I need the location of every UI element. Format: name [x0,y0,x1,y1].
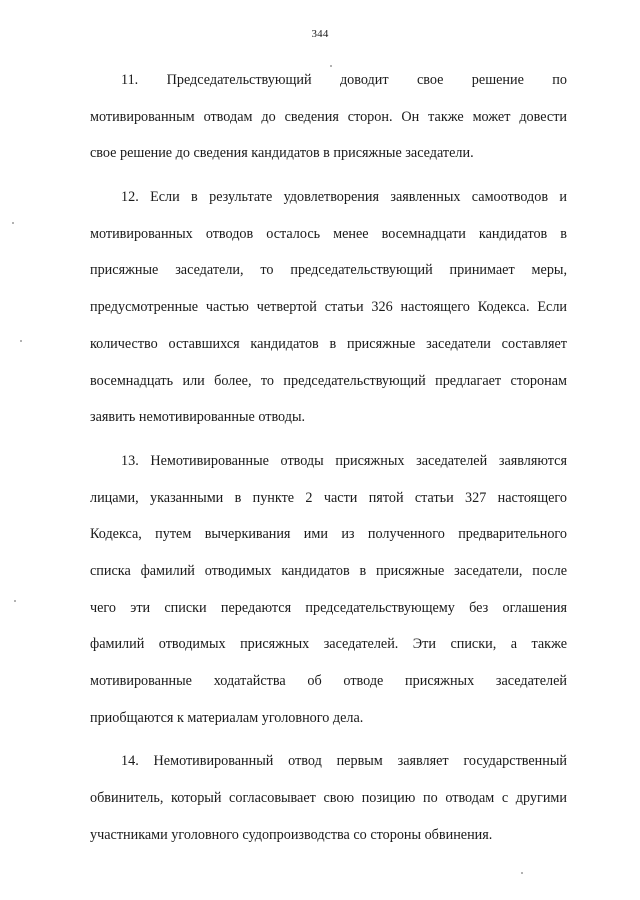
paragraph-line: обвинитель, который согласовывает свою позицию по отводам с другими [90,790,567,807]
paragraph-line: присяжные заседатели, то председательствующий принимает меры, [90,262,567,279]
paragraph-line: 12. Если в результате удовлетворения заявленных самоотводов и [121,189,567,206]
paragraph-line: списка фамилий отводимых кандидатов в присяжные заседатели, после [90,562,567,579]
paragraph-line: участниками уголовного судопроизводства со стороны обвинения. [90,826,493,843]
paragraph-line: 14. Немотивированный отвод первым заявляет государственный [121,753,567,770]
paragraph-line: количество оставшихся кандидатов в присяжные заседатели составляет [90,335,567,352]
paragraph-line: мотивированным отводам до сведения сторон. Он также может довести [90,108,567,125]
paragraph-line: восемнадцать или более, то председательствующий предлагает сторонам [90,372,567,389]
paragraph-line: Кодекса, путем вычеркивания ими из полученного предварительного [90,526,567,543]
paragraph-line: предусмотренные частью четвертой статьи 326 настоящего Кодекса. Если [90,299,567,316]
paragraph-line: мотивированных отводов осталось менее восемнадцати кандидатов в [90,225,567,242]
paragraph-14 [90,743,567,853]
scan-speck [20,340,22,342]
paragraph-line: приобщаются к материалам уголовного дела. [90,709,364,726]
scan-speck [14,600,16,602]
paragraph-11 [90,62,567,172]
document-body [90,62,567,853]
paragraph-line: 11. Председательствующий доводит свое решение по [121,72,567,88]
page-number: 344 [311,28,329,40]
paragraph-line: лицами, указанными в пункте 2 части пятой статьи 327 настоящего [90,489,567,506]
paragraph-line: свое решение до сведения кандидатов в присяжные заседатели. [90,145,474,162]
scan-speck [12,222,14,224]
paragraph-line: мотивированные ходатайства об отводе присяжных заседателей [90,673,567,689]
paragraph-13 [90,443,567,737]
scan-speck [330,65,332,67]
paragraph-line: чего эти списки передаются председательствующему без оглашения [90,599,567,616]
paragraph-gap [90,436,567,443]
scan-speck [521,872,523,874]
paragraph-line: 13. Немотивированные отводы присяжных заседателей заявляются [121,452,567,469]
paragraph-12 [90,179,567,436]
paragraph-gap [90,736,567,743]
paragraph-line: заявить немотивированные отводы. [90,409,306,426]
paragraph-gap [90,172,567,179]
paragraph-line: фамилий отводимых присяжных заседателей. Эти списки, а также [90,636,567,653]
